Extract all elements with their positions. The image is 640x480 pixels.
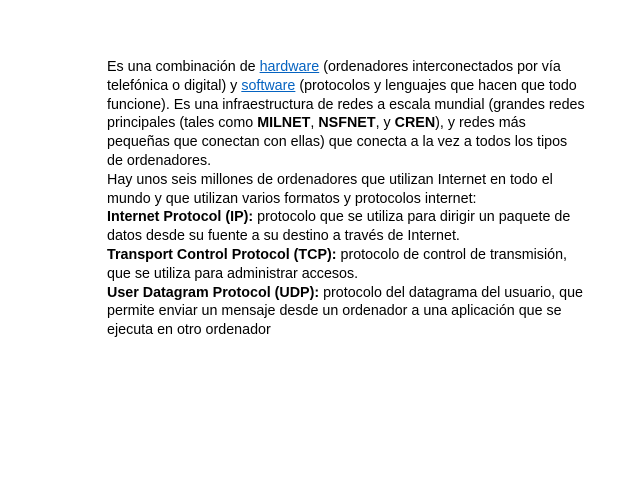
- protocol-udp-desc: protocolo del datagrama del usuario, que permite enviar un mensaje desde un ordenador a una aplicación que se ejecuta en otro ordenador: [107, 284, 583, 339]
- protocol-tcp-name: Transport Control Protocol (TCP):: [107, 246, 337, 263]
- nsfnet-term: NSFNET: [318, 115, 376, 132]
- protocol-udp: [107, 284, 587, 340]
- body-text: [107, 58, 587, 340]
- intro-text-1: Es una combinación de: [107, 59, 260, 75]
- intro-text-4: ), y redes más pequeñas que conectan con ellas) que conecta a la vez a todos los tipos de ordenadores.: [107, 115, 568, 169]
- software-link[interactable]: software: [241, 77, 296, 94]
- intro-paragraph: [107, 58, 587, 171]
- hardware-link[interactable]: hardware: [259, 59, 320, 75]
- protocol-tcp-desc: protocolo de control de transmisión, que se utiliza para administrar accesos.: [107, 246, 568, 282]
- protocol-tcp: [107, 246, 587, 284]
- protocol-ip-name: Internet Protocol (IP):: [107, 209, 254, 226]
- protocol-ip-desc: protocolo que se utiliza para dirigir un paquete de datos desde su fuente a su destino a través de Internet.: [107, 209, 571, 245]
- intro-text-3: (protocolos y lenguajes que hacen que todo funcione). Es una infraestructura de redes a escala mundial (grandes redes principales (tales como: [107, 77, 585, 132]
- protocol-ip: [107, 208, 587, 246]
- intro-text-2: (ordenadores interconectados por vía telefónica o digital) y: [107, 59, 561, 94]
- milnet-term: MILNET: [257, 115, 311, 132]
- protocol-udp-name: User Datagram Protocol (UDP):: [107, 284, 320, 301]
- intro-separator-1: ,: [310, 115, 319, 132]
- intro-separator-2: , y: [375, 115, 395, 132]
- cren-term: CREN: [394, 115, 436, 132]
- usage-paragraph: Hay unos seis millones de ordenadores que utilizan Internet en todo el mundo y que utilizan varios formatos y protocolos internet:: [107, 171, 553, 207]
